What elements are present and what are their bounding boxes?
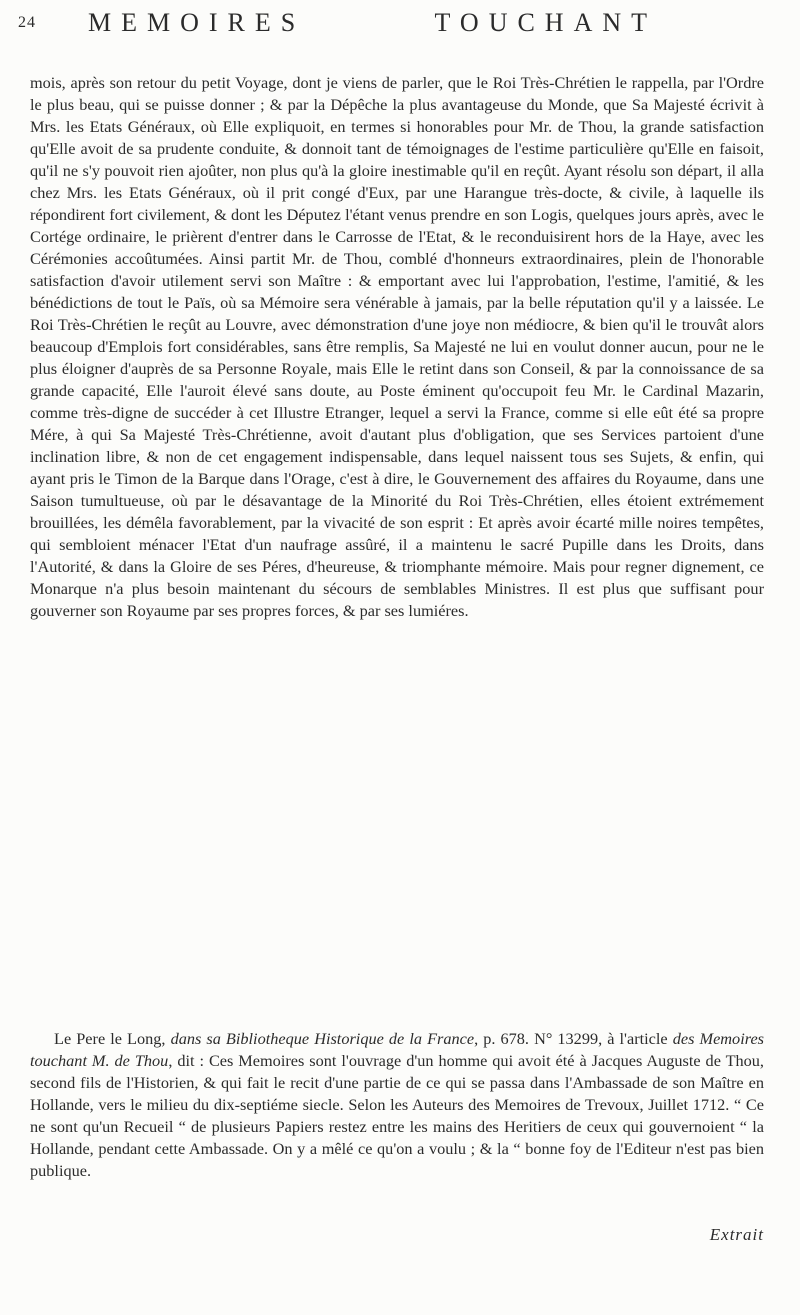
running-head — [88, 8, 780, 38]
bibliographic-note — [30, 1028, 764, 1182]
catchword: Extrait — [709, 1225, 764, 1244]
paragraph-2-mid: , p. 678. N° 13299, à l'article — [474, 1029, 673, 1048]
bibliotheque-title: dans sa Bibliotheque Historique de la France — [170, 1029, 475, 1048]
paragraph-1: mois, après son retour du petit Voyage, dont je viens de parler, que le Roi Très-Chrétien le rappella, par l'Ordre le plus beau, qui se puisse donner ; & par la Dépêche la plus avantageuse du Monde, que Sa Majesté écrivit à Mrs. les Etats Généraux, où Elle expliquoit, en termes si honorables pour Mr. de Thou, la grande satisfaction qu'Elle avoit de sa prudente conduite, & donnoit tant de témoignages de l'estime particulière qu'Elle en faisoit, qu'il ne s'y pouvoit rien ajoûter, non plus qu'à la gloire inestimable qu'il en reçût. Ayant résolu son départ, il alla chez Mrs. les Etats Généraux, où il prit congé d'Eux, par une Harangue très-docte, & civile, à laquelle ils répondirent fort civilement, & dont les Députez l'étant venus prendre en son Logis, quelques jours après, avec le Cortége ordinaire, le prièrent d'entrer dans le Carrosse de l'Etat, & le reconduisirent hors de la Haye, avec les Cérémonies accoûtumées. Ainsi partit Mr. de Thou, comblé d'honneurs extraordinaires, plein de l'honorable satisfaction d'avoir utilement servi son Maître : & emportant avec lui l'approbation, l'estime, l'amitié, & les bénédictions de tout le Païs, où sa Mémoire sera vénérable à jamais, par la belle réputation qu'il y a laissée. Le Roi Très-Chrétien le reçût au Louvre, avec démonstration d'une joye non médiocre, & bien qu'il le trouvât alors beaucoup d'Emplois fort considérables, sans être remplis, Sa Majesté ne lui en voulut donner aucun, pour ne le plus éloigner d'auprès de sa Personne Royale, mais Elle le retint dans son Conseil, & par la connoissance de sa grande capacité, Elle l'auroit élevé sans doute, au Poste éminent qu'occupoit feu Mr. le Cardinal Mazarin, comme très-digne de succéder à cet Illustre Etranger, lequel a servi la France, comme si elle eût été sa propre Mére, à qui Sa Majesté Très-Chrétienne, avoit d'autant plus d'obligation, que ses Services partoient d'une inclination libre, & non de cet engagement indispensable, dans lequel naissent tous ses Sujets, & enfin, qui ayant pris le Timon de la Barque dans l'Orage, c'est à dire, le Gouvernement des affaires du Royaume, dans une Saison tumultueuse, où par le désavantage de la Minorité du Roi Très-Chrétien, elles étoient extrémement brouillées, les démêla favorablement, par la vivacité de son esprit : Et après avoir écarté mille noires tempêtes, qui sembloient ménacer l'Etat d'un naufrage assûré, il a maintenu le sacré Pupille dans les Droits, dans l'Autorité, & dans la Gloire de ses Péres, d'heureuse, & triomphante mémoire. Mais pour regner dignement, ce Monarque n'a plus besoin maintenant du sécours de semblables Ministres. Il est plus que suffisant pour gouverner son Royaume par ses propres forces, & par ses lumiéres. — [30, 73, 764, 620]
paragraph-2-lead: Le Pere le Long, — [54, 1029, 171, 1048]
page-header — [18, 6, 780, 40]
memoires-title: des Memoires touchant M. de Thou — [30, 1029, 765, 1070]
paragraph-2 — [30, 1028, 764, 1182]
page-number: 24 — [18, 14, 36, 31]
main-text — [30, 72, 764, 622]
running-head-word-2: TOUCHANT — [434, 8, 658, 37]
running-head-word-1: MEMOIRES — [88, 8, 306, 37]
paragraph-2-tail: , dit : Ces Memoires sont l'ouvrage d'un homme qui avoit été à Jacques Auguste de Thou, second fils de l'Historien, & qui fait le recit d'une partie de ce qui se passa dans l'Ambassade de son Maître en Hollande, vers le milieu du dix-septiéme siecle. Selon les Auteurs des Memoires de Trevoux, Juillet 1712. “ Ce ne sont qu'un Recueil “ de plusieurs Papiers restez entre les mains des Heritiers de ceux qui gouvernoient “ la Hollande, pendant cette Ambassade. On y a mêlé ce qu'on a voulu ; & la “ bonne foy de l'Editeur n'est pas bien publique. — [30, 1051, 765, 1180]
